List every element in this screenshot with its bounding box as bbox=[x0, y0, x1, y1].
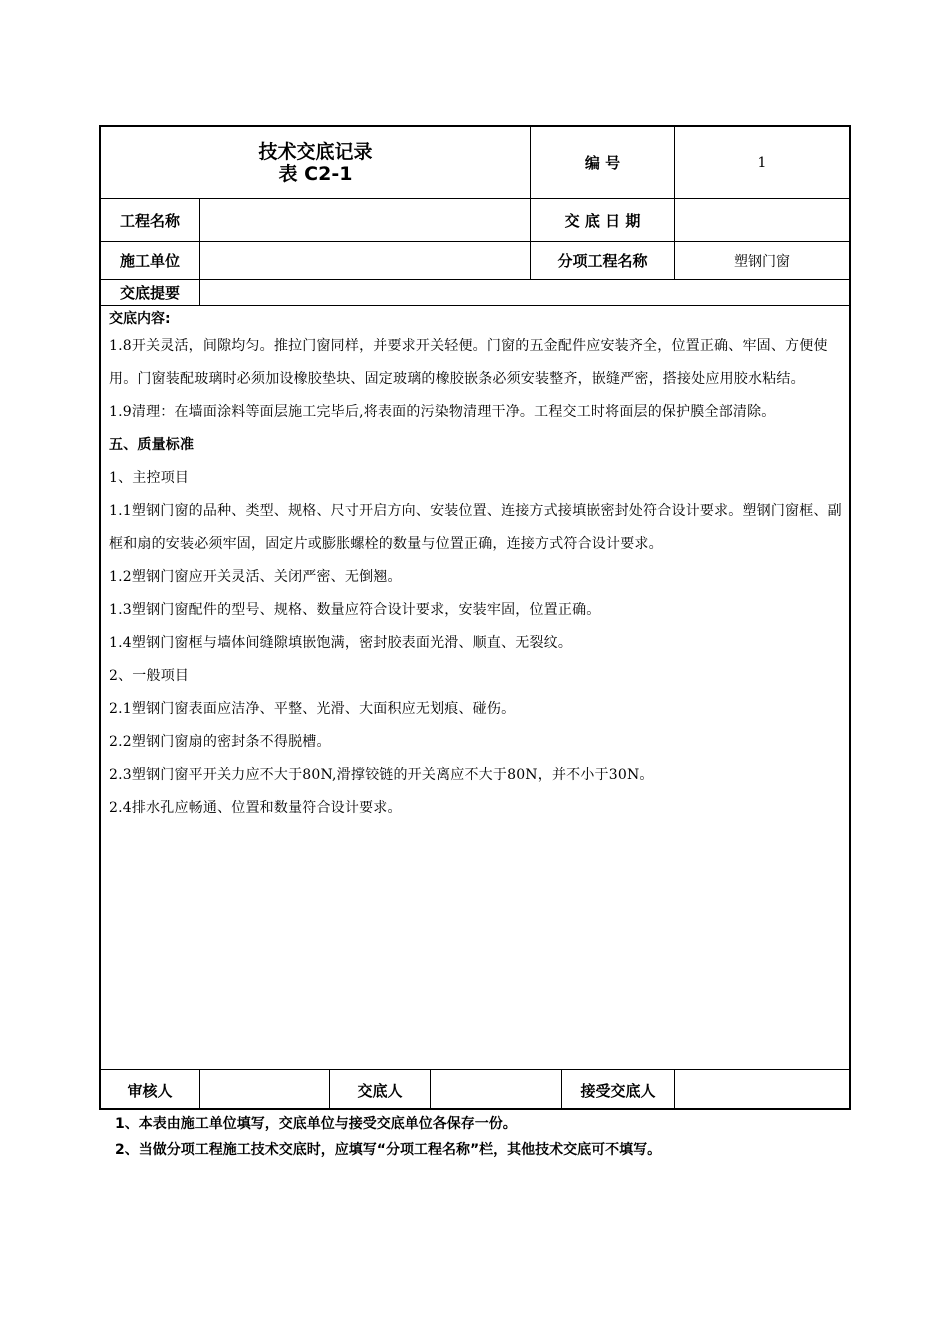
note-item: 2、当做分项工程施工技术交底时，应填写“分项工程名称”栏，其他技术交底可不填写。 bbox=[115, 1142, 662, 1158]
summary-label: 交底提要 bbox=[119, 284, 180, 302]
receiver-field[interactable] bbox=[675, 1070, 849, 1110]
form-title bbox=[101, 127, 530, 198]
summary-field[interactable] bbox=[200, 280, 849, 305]
content-paragraph: 2.3塑钢门窗平开关力应不大于80N,滑撑铰链的开关离应不大于80N，并不小于30N。 bbox=[109, 767, 654, 783]
disclosure-content bbox=[109, 308, 845, 825]
number-field[interactable]: 1 bbox=[757, 154, 767, 171]
content-paragraph: 1.2塑钢门窗应开关灵活、关闭严密、无倒翘。 bbox=[109, 569, 402, 585]
content-heading: 交底内容: bbox=[109, 311, 171, 327]
project-name-label: 工程名称 bbox=[119, 211, 180, 230]
disclosure-date-label: 交 底 日 期 bbox=[564, 211, 641, 230]
content-paragraph: 2、一般项目 bbox=[109, 668, 190, 684]
content-paragraph: 1、主控项目 bbox=[109, 470, 190, 486]
content-paragraph: 2.2塑钢门窗扇的密封条不得脱槽。 bbox=[109, 734, 331, 750]
content-paragraph: 2.4排水孔应畅通、位置和数量符合设计要求。 bbox=[109, 800, 402, 816]
form-title-code: 表 C2-1 bbox=[278, 162, 353, 185]
reviewer-label: 审核人 bbox=[127, 1081, 173, 1100]
construction-unit-field[interactable] bbox=[200, 242, 530, 279]
content-paragraph: 1.3塑钢门窗配件的型号、规格、数量应符合设计要求，安装牢固，位置正确。 bbox=[109, 602, 601, 618]
reviewer-field[interactable] bbox=[200, 1070, 329, 1110]
technical-disclosure-form bbox=[99, 125, 851, 1110]
discloser-label: 交底人 bbox=[357, 1081, 403, 1100]
row-divider bbox=[101, 305, 849, 306]
project-name-field[interactable] bbox=[200, 199, 530, 241]
content-paragraph: 1.9清理：在墙面涂料等面层施工完毕后,将表面的污染物清理干净。工程交工时将面层的保护膜全部清除。 bbox=[109, 404, 776, 420]
sub-project-field[interactable]: 塑钢门窗 bbox=[734, 253, 790, 270]
note-item: 1、本表由施工单位填写，交底单位与接受交底单位各保存一份。 bbox=[115, 1116, 517, 1132]
disclosure-date-field[interactable] bbox=[675, 199, 849, 241]
form-title-main: 技术交底记录 bbox=[258, 140, 373, 163]
content-paragraph: 2.1塑钢门窗表面应洁净、平整、光滑、大面积应无划痕、碰伤。 bbox=[109, 701, 516, 717]
content-paragraph: 1.4塑钢门窗框与墙体间缝隙填嵌饱满，密封胶表面光滑、顺直、无裂纹。 bbox=[109, 635, 573, 651]
sub-project-label: 分项工程名称 bbox=[557, 252, 648, 270]
form-notes bbox=[115, 1111, 875, 1163]
content-paragraph: 1.1塑钢门窗的品种、类型、规格、尺寸开启方向、安装位置、连接方式接填嵌密封处符合设计要求。塑钢门窗框、副框和扇的安装必须牢固，固定片或膨胀螺栓的数量与位置正确，连接方式符合设计要求。 bbox=[109, 503, 842, 552]
receiver-label: 接受交底人 bbox=[580, 1081, 656, 1100]
section-heading: 五、质量标准 bbox=[109, 437, 195, 453]
construction-unit-label: 施工单位 bbox=[119, 252, 180, 270]
discloser-field[interactable] bbox=[431, 1070, 561, 1110]
number-label: 编 号 bbox=[584, 154, 621, 172]
content-paragraph: 1.8开关灵活，间隙均匀。推拉门窗同样，并要求开关轻便。门窗的五金配件应安装齐全，位置正确、牢固、方便使用。门窗装配玻璃时必须加设橡胶垫块、固定玻璃的橡胶嵌条必须安装整齐，嵌缝严密，搭接处应用胶水粘结。 bbox=[109, 338, 828, 387]
